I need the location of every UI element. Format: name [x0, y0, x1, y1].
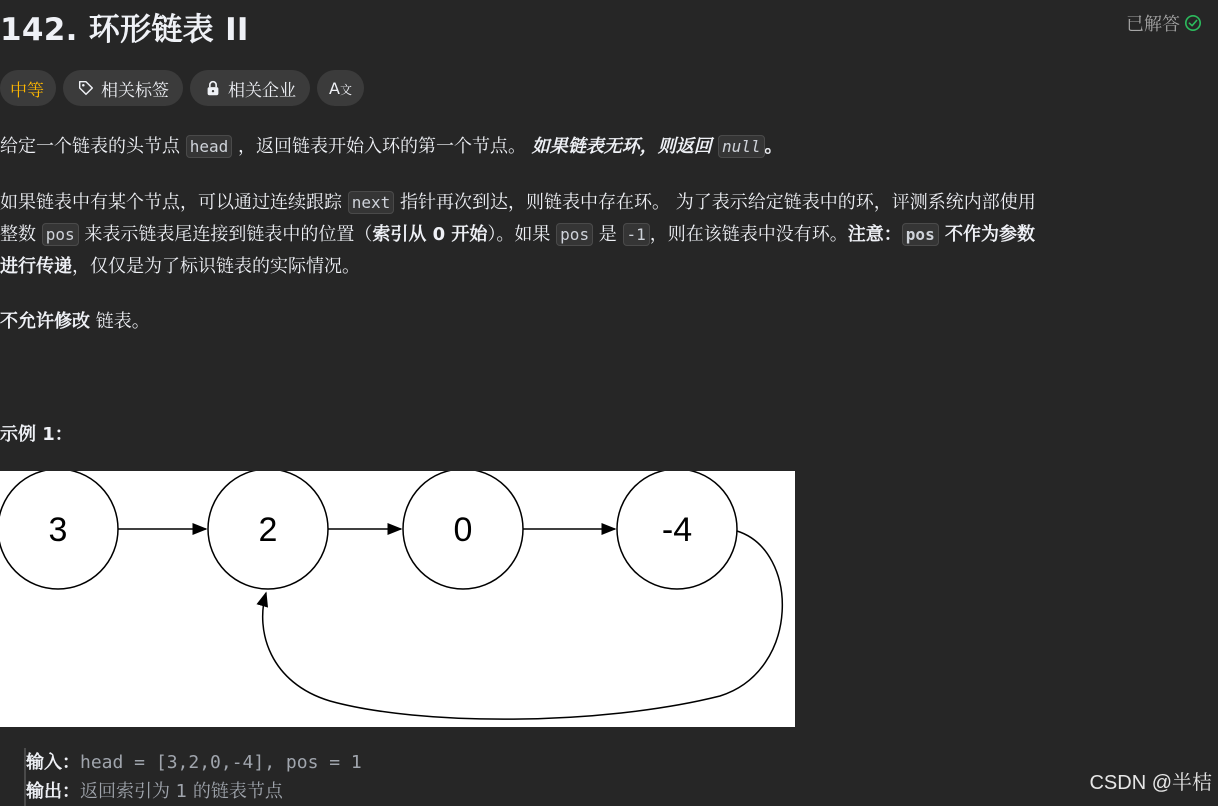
- inline-code-pos: pos: [556, 223, 593, 246]
- list-node-value: 2: [258, 511, 278, 549]
- tag-icon: [77, 79, 95, 97]
- topics-tag-label: 相关标签: [101, 80, 169, 101]
- description-paragraph-3: 不允许修改 链表。: [0, 311, 150, 332]
- inline-code-pos: pos: [902, 223, 939, 246]
- companies-tag-label: 相关企业: [228, 80, 296, 101]
- description-paragraph-2-line-2: 整数 pos 来表示链表尾连接到链表中的位置（索引从 0 开始）。如果 pos 是 -1 ，则在该链表中没有环。注意： pos 不作为参数: [0, 224, 1035, 245]
- companies-tag-button[interactable]: [190, 70, 310, 106]
- tag-bar: [0, 70, 364, 106]
- list-node-value: 3: [48, 511, 68, 549]
- inline-code-head: head: [186, 135, 233, 158]
- difficulty-label: 中等: [10, 80, 44, 101]
- solved-label: 已解答: [1126, 14, 1180, 35]
- description-paragraph-1: 给定一个链表的头节点 head ，返回链表开始入环的第一个节点。 如果链表无环，则返回 null 。: [0, 136, 783, 157]
- translate-icon: A文: [329, 78, 352, 98]
- topics-tag-button[interactable]: [63, 70, 183, 106]
- example-io-block: [24, 748, 362, 806]
- cycle-arrow: [263, 531, 783, 719]
- inline-code-null: null: [718, 135, 765, 158]
- solved-status[interactable]: [1126, 10, 1202, 36]
- description-paragraph-2-line-3: 进行传递，仅仅是为了标识链表的实际情况。: [0, 256, 360, 277]
- example-output: 输出：返回索引为 1 的链表节点: [26, 781, 283, 802]
- inline-code-pos: pos: [42, 223, 79, 246]
- example-title: 示例 1：: [0, 424, 73, 445]
- description-paragraph-2-line-1: 如果链表中有某个节点，可以通过连续跟踪 next 指针再次到达，则链表中存在环。 为了表示给定链表中的环，评测系统内部使用: [0, 192, 1036, 213]
- csdn-watermark: CSDN @半桔: [1089, 772, 1212, 794]
- lock-icon: [204, 79, 222, 97]
- inline-code-minus-one: -1: [623, 223, 650, 246]
- problem-title: 142. 环形链表 II: [0, 12, 249, 48]
- difficulty-badge[interactable]: [0, 70, 56, 106]
- list-node-value: 0: [453, 511, 473, 549]
- translate-button[interactable]: [317, 70, 364, 106]
- list-node-value: -4: [661, 511, 693, 549]
- example-input: 输入：head = [3,2,0,-4], pos = 1: [26, 752, 362, 773]
- linked-list-diagram: [0, 471, 795, 727]
- check-circle-icon: [1184, 14, 1202, 32]
- inline-code-next: next: [348, 191, 395, 214]
